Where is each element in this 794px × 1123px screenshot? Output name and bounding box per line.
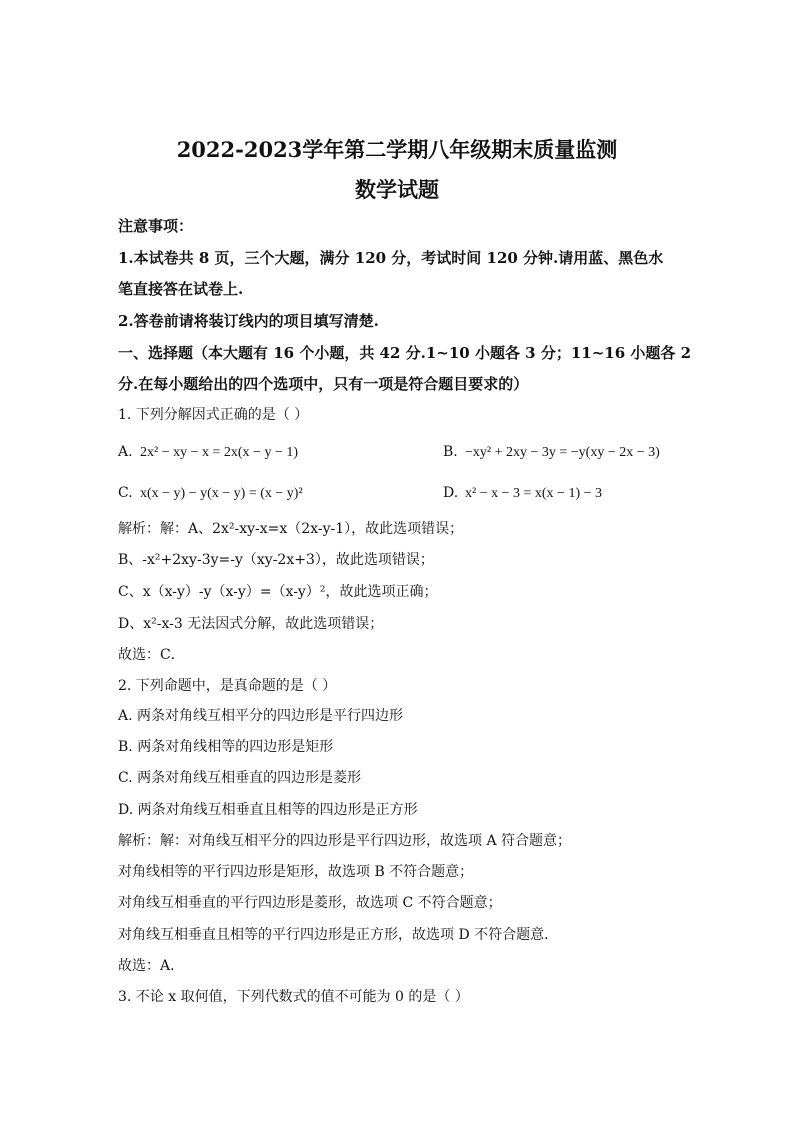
question-2-stem: 2. 下列命题中，是真命题的是（ ） [118, 678, 337, 694]
q1-answer: 故选：C． [118, 647, 185, 663]
option-expression: −xy² + 2xy − 3y = −y(xy − 2x − 3) [465, 445, 660, 460]
q2-analysis-line: 解析：解：对角线互相平分的四边形是平行四边形，故选项 A 符合题意； [118, 833, 572, 849]
q2-option-a: A. 两条对角线互相平分的四边形是平行四边形 [118, 708, 404, 724]
option-label: C. [118, 485, 133, 501]
notice-item-1-cont: 笔直接答在试卷上. [118, 280, 244, 298]
option-expression: 2x² − xy − x = 2x(x − y − 1) [140, 445, 298, 460]
option-expression: x(x − y) − y(x − y) = (x − y)² [140, 486, 303, 501]
q1-analysis-line: C、x（x-y）-y（x-y）=（x-y）²，故此选项正确； [118, 584, 438, 600]
q2-option-b: B. 两条对角线相等的四边形是矩形 [118, 739, 334, 755]
q2-analysis-line: 对角线相等的平行四边形是矩形，故选项 B 不符合题意； [118, 864, 474, 880]
section-heading: 一、选择题（本大题有 16 个小题，共 42 分.1~10 小题各 3 分；11~16 小题各 2 [118, 344, 692, 362]
exam-subject: 数学试题 [355, 177, 439, 202]
q1-option-b [443, 442, 660, 463]
q1-option-c [118, 483, 303, 504]
q1-analysis-line: B、-x²+2xy-3y=-y（xy-2x+3），故此选项错误； [118, 552, 434, 568]
section-heading-cont: 分.在每小题给出的四个选项中，只有一项是符合题目要求的） [118, 375, 529, 393]
q2-analysis-line: 对角线互相垂直且相等的平行四边形是正方形，故选项 D 不符合题意． [118, 927, 559, 943]
q1-option-d [443, 483, 602, 504]
q2-option-c: C. 两条对角线互相垂直的四边形是菱形 [118, 770, 362, 786]
q2-analysis-line: 对角线互相垂直的平行四边形是菱形，故选项 C 不符合题意； [118, 895, 502, 911]
option-label: A. [118, 444, 133, 460]
q2-answer: 故选：A． [118, 958, 185, 974]
question-1-stem: 1. 下列分解因式正确的是（ ） [118, 407, 309, 423]
exam-title: 2022-2023学年第二学期八年级期末质量监测 [176, 137, 618, 162]
notice-item-2: 2.答卷前请将装订线内的项目填写清楚. [118, 312, 379, 330]
q2-option-d: D. 两条对角线互相垂直且相等的四边形是正方形 [118, 802, 418, 818]
option-expression: x² − x − 3 = x(x − 1) − 3 [465, 486, 602, 501]
option-label: D. [443, 485, 459, 501]
question-3-stem: 3. 不论 x 取何值，下列代数式的值不可能为 0 的是（ ） [118, 989, 469, 1005]
q1-analysis-line: 解析：解：A、2x²-xy-x=x（2x-y-1），故此选项错误； [118, 521, 464, 537]
q1-option-a [118, 442, 298, 463]
option-label: B. [443, 444, 458, 460]
notice-item-1: 1.本试卷共 8 页，三个大题，满分 120 分，考试时间 120 分钟.请用蓝、黑色水 [118, 249, 664, 267]
notice-heading: 注意事项： [118, 217, 194, 235]
q1-analysis-line: D、x²-x-3 无法因式分解，故此选项错误； [118, 616, 384, 632]
